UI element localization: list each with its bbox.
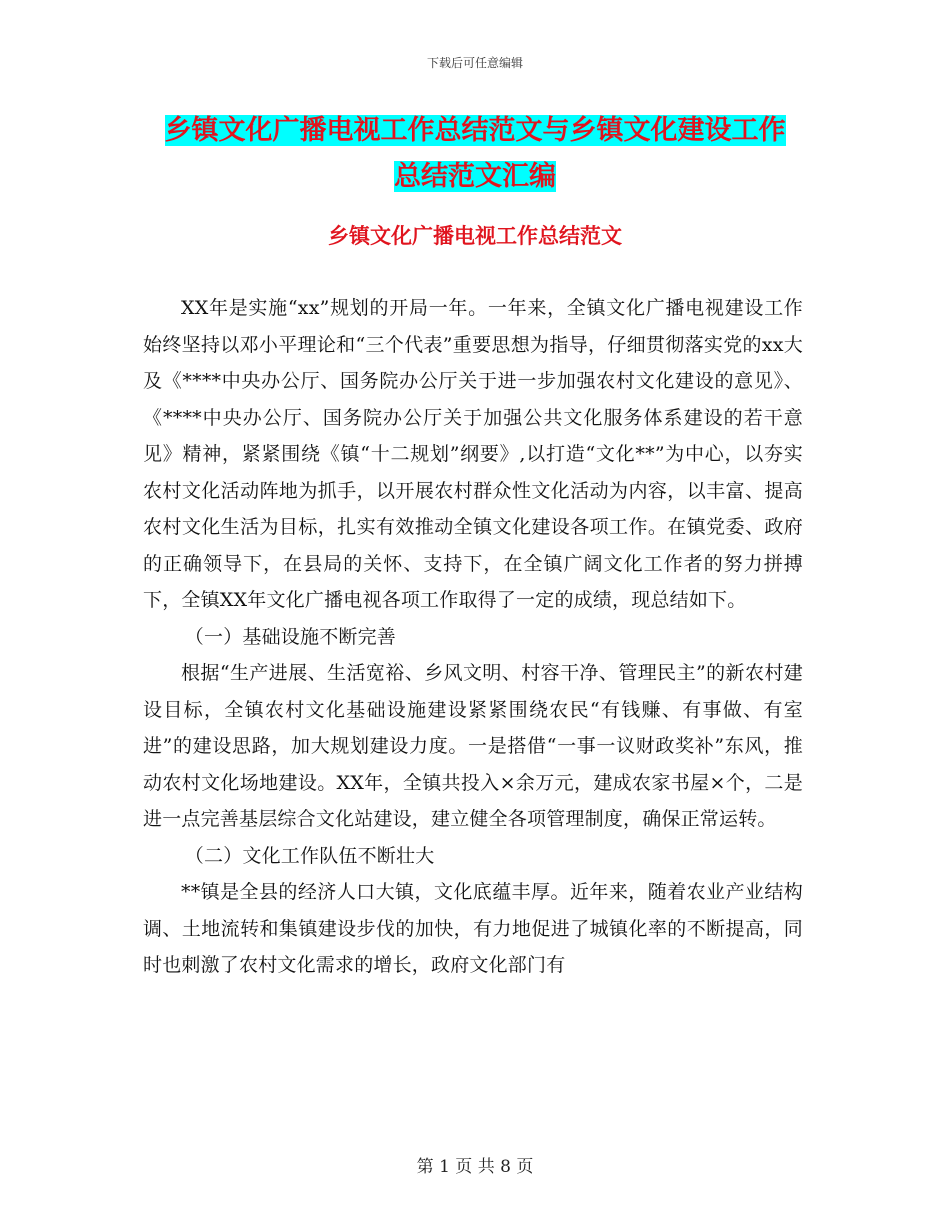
- document-body: [143, 290, 803, 984]
- header-note: 下载后可任意编辑: [426, 56, 523, 70]
- document-title-line2: 总结范文汇编: [394, 161, 556, 192]
- page-number-footer: 第 1 页 共 8 页: [416, 1157, 534, 1177]
- body-paragraph-team: **镇是全县的经济人口大镇，文化底蕴丰厚。近年来，随着农业产业结构调、土地流转和集镇建设步伐的加快，有力地促进了城镇化率的不断提高，同时也刺激了农村文化需求的增长，政府文化部门有: [143, 881, 803, 976]
- document-title-line1: 乡镇文化广播电视工作总结范文与乡镇文化建设工作: [164, 115, 786, 146]
- subheading-infrastructure: （一）基础设施不断完善: [184, 625, 396, 648]
- body-paragraph-infrastructure: 根据“生产进展、生活宽裕、乡风文明、村容干净、管理民主”的新农村建设目标，全镇农村文化基础设施建设紧紧围绕农民“有钱赚、有事做、有室进”的建设思路，加大规划建设力度。一是搭借“一事一议财政奖补”东风，推动农村文化场地建设。XX年，全镇共投入×余万元，建成农家书屋×个，二是进一点完善基层综合文化站建设，建立健全各项管理制度，确保正常运转。: [143, 662, 803, 830]
- section-title: 乡镇文化广播电视工作总结范文: [328, 224, 622, 248]
- subheading-team: （二）文化工作队伍不断壮大: [184, 844, 435, 867]
- body-paragraph-intro: XX年是实施“xx”规划的开局一年。一年来，全镇文化广播电视建设工作始终坚持以邓小平理论和“三个代表”重要思想为指导，仔细贯彻落实党的xx大及《****中央办公厅、国务院办公厅关于进一步加强农村文化建设的意见》、《****中央办公厅、国务院办公厅关于加强公共文化服务体系建设的若干意见》精神，紧紧围绕《镇“十二规划”纲要》,以打造“文化**”为中心，以夯实农村文化活动阵地为抓手，以开展农村群众性文化活动为内容，以丰富、提高农村文化生活为目标，扎实有效推动全镇文化建设各项工作。在镇党委、政府的正确领导下，在县局的关怀、支持下，在全镇广阔文化工作者的努力拼搏下，全镇XX年文化广播电视各项工作取得了一定的成绩，现总结如下。: [143, 297, 803, 611]
- document-title: [0, 108, 950, 200]
